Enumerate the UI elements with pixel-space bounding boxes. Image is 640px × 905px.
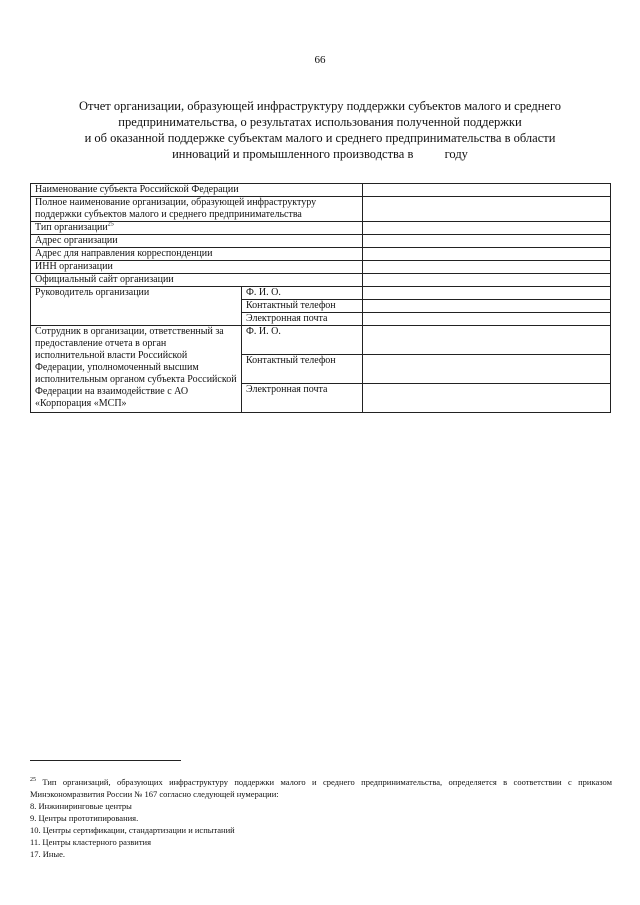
employee-phone-value[interactable] [363, 355, 611, 384]
footnote-body: Тип организаций, образующих инфраструктуру поддержки малого и среднего предпринимательства, определяется в соответствии с приказом Минэкономразвития России № 167 согласно следующей нумерации: [30, 777, 613, 799]
full-name-label: Полное наименование организации, образующей инфраструктуру поддержки субъектов малого и среднего предпринимательства [31, 197, 363, 222]
report-title [60, 98, 580, 162]
inn-label: ИНН организации [31, 261, 363, 274]
table-row [31, 235, 611, 248]
page-number: 66 [314, 54, 326, 66]
employee-label: Сотрудник в организации, ответственный за предоставление отчета в орган исполнительной власти Российской Федерации, уполномоченный высшим исполнительным органом субъекта Российской Федерации на взаимодействие с АО «Корпорация «МСП» [31, 326, 242, 413]
employee-email-label: Электронная почта [242, 384, 363, 413]
address-value[interactable] [363, 235, 611, 248]
table-row [31, 222, 611, 235]
table-row [31, 261, 611, 274]
head-label: Руководитель организации [31, 287, 242, 326]
table-row [31, 326, 611, 355]
footnote-marker: 25 [30, 777, 36, 784]
head-phone-label: Контактный телефон [242, 300, 363, 313]
employee-fio-label: Ф. И. О. [242, 326, 363, 355]
org-type-text: Тип организации [35, 222, 108, 233]
org-type-label [31, 222, 363, 235]
employee-email-value[interactable] [363, 384, 611, 413]
table-row [31, 287, 611, 300]
employee-fio-value[interactable] [363, 326, 611, 355]
org-type-value[interactable] [363, 222, 611, 235]
employee-phone-label: Контактный телефон [242, 355, 363, 384]
report-form-table [30, 183, 611, 413]
title-line-3: и об оказанной поддержке субъектам малого и среднего предпринимательства в области [84, 131, 556, 145]
head-phone-value[interactable] [363, 300, 611, 313]
head-email-value[interactable] [363, 313, 611, 326]
head-email-label: Электронная почта [242, 313, 363, 326]
list-item: 9. Центры прототипирования. [30, 813, 139, 823]
head-fio-value[interactable] [363, 287, 611, 300]
website-label: Официальный сайт организации [31, 274, 363, 287]
footnote-separator [30, 760, 181, 761]
table-row [31, 184, 611, 197]
region-label: Наименование субъекта Российской Федерации [31, 184, 363, 197]
mail-address-label: Адрес для направления корреспонденции [31, 248, 363, 261]
title-line-2: предпринимательства, о результатах использования полученной поддержки [118, 115, 522, 129]
title-line-4: инноваций и промышленного производства в году [172, 147, 468, 161]
region-value[interactable] [363, 184, 611, 197]
head-fio-label: Ф. И. О. [242, 287, 363, 300]
list-item: 8. Инжиниринговые центры [30, 801, 132, 811]
list-item: 17. Иные. [30, 849, 66, 859]
footnote-ref: 25 [107, 221, 114, 228]
table-row [31, 248, 611, 261]
address-label: Адрес организации [31, 235, 363, 248]
title-line-1: Отчет организации, образующей инфраструктуру поддержки субъектов малого и среднего [78, 99, 562, 113]
table-row [31, 274, 611, 287]
footnote-text [30, 776, 612, 800]
footnotes [30, 776, 612, 860]
inn-value[interactable] [363, 261, 611, 274]
list-item: 11. Центры кластерного развития [30, 837, 152, 847]
full-name-value[interactable] [363, 197, 611, 222]
table-row [31, 197, 611, 222]
list-item: 10. Центры сертификации, стандартизации и испытаний [30, 825, 235, 835]
mail-address-value[interactable] [363, 248, 611, 261]
website-value[interactable] [363, 274, 611, 287]
